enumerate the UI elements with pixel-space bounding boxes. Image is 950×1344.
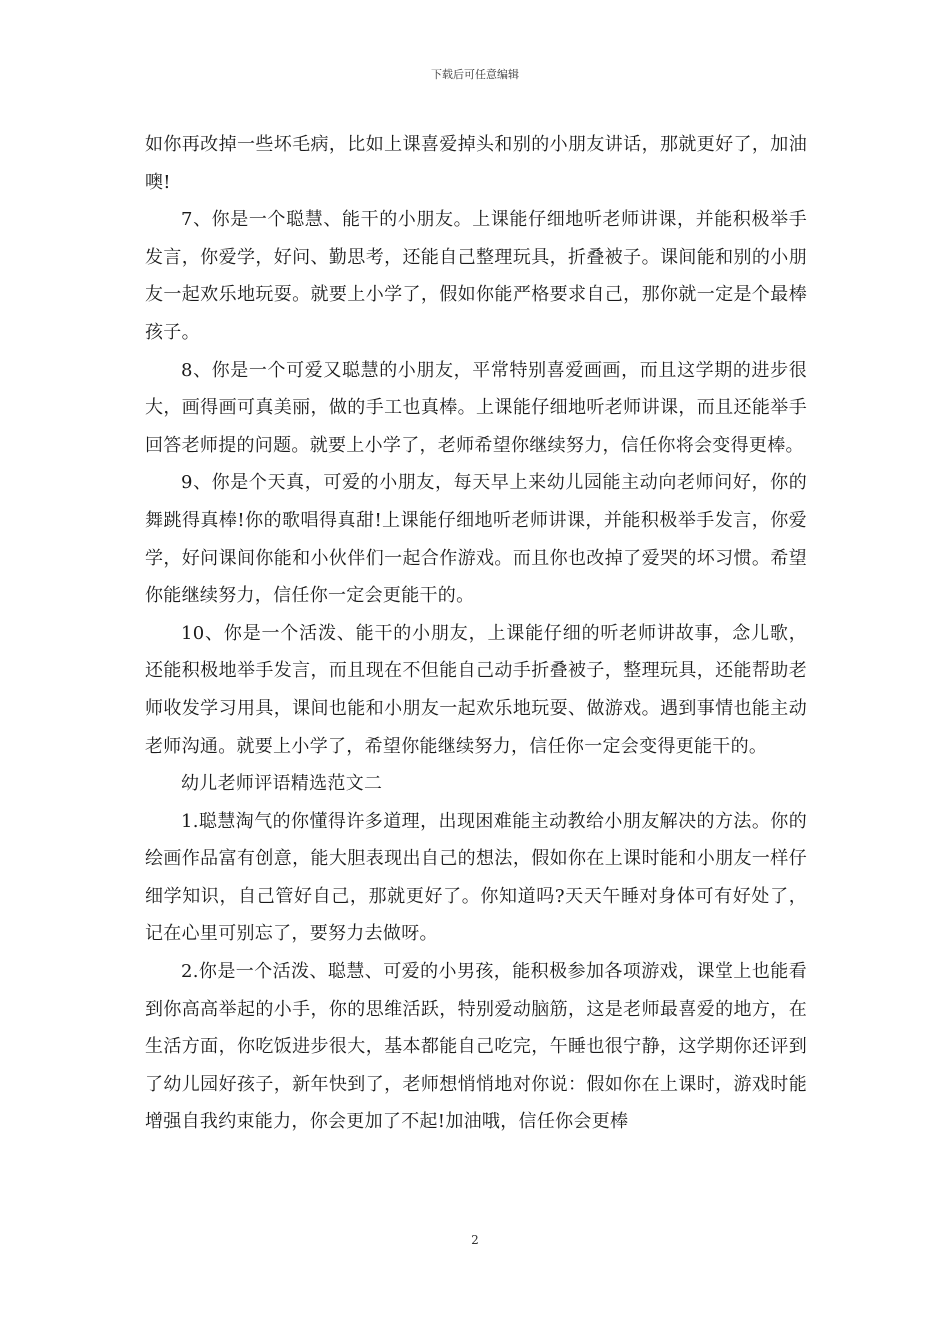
page-number: 2 [471, 1233, 479, 1247]
paragraph-item-7: 7、你是一个聪慧、能干的小朋友。上课能仔细地听老师讲课，并能积极举手发言，你爱学，好问、勤思考，还能自己整理玩具，折叠被子。课间能和别的小朋友一起欢乐地玩耍。就要上小学了，假如你能严格要求自己，那你就一定是个最棒孩子。 [145, 209, 807, 343]
paragraph-item-9: 9、你是个天真，可爱的小朋友，每天早上来幼儿园能主动向老师问好，你的舞跳得真棒!你的歌唱得真甜!上课能仔细地听老师讲课，并能积极举手发言，你爱学，好问课间你能和小伙伴们一起合作游戏。而且你也改掉了爱哭的坏习惯。希望你能继续努力，信任你一定会更能干的。 [145, 472, 807, 607]
paragraph-item-2: 2.你是一个活泼、聪慧、可爱的小男孩，能积极参加各项游戏，课堂上也能看到你高高举起的小手，你的思维活跃，特别爱动脑筋，这是老师最喜爱的地方，在生活方面，你吃饭进步很大，基本都能自己吃完，午睡也很宁静，这学期你还评到了幼儿园好孩子，新年快到了，老师想悄悄地对你说：假如你在上课时，游戏时能增强自我约束能力，你会更加了不起!加油哦，信任你会更棒 [145, 961, 807, 1133]
paragraph-item-1: 1.聪慧淘气的你懂得许多道理，出现困难能主动教给小朋友解决的方法。你的绘画作品富有创意，能大胆表现出自己的想法，假如你在上课时能和小朋友一样仔细学知识，自己管好自己，那就更好了。你知道吗?天天午睡对身体可有好处了，记在心里可别忘了，要努力去做呀。 [145, 810, 807, 945]
document-body [145, 126, 807, 1141]
page-header: 下载后可任意编辑 [431, 68, 519, 81]
paragraph-item-8: 8、你是一个可爱又聪慧的小朋友，平常特别喜爱画画，而且这学期的进步很大，画得画可真美丽，做的手工也真棒。上课能仔细地听老师讲课，而且还能举手回答老师提的问题。就要上小学了，老师希望你继续努力，信任你将会变得更棒。 [145, 359, 807, 456]
section-heading: 幼儿老师评语精选范文二 [181, 773, 383, 795]
paragraph-item-10: 10、你是一个活泼、能干的小朋友，上课能仔细的听老师讲故事，念儿歌，还能积极地举手发言，而且现在不但能自己动手折叠被子，整理玩具，还能帮助老师收发学习用具，课间也能和小朋友一起欢乐地玩耍、做游戏。遇到事情也能主动老师沟通。就要上小学了，希望你能继续努力，信任你一定会变得更能干的。 [145, 622, 807, 757]
paragraph-continuation: 如你再改掉一些坏毛病，比如上课喜爱掉头和别的小朋友讲话，那就更好了，加油噢! [145, 134, 807, 193]
